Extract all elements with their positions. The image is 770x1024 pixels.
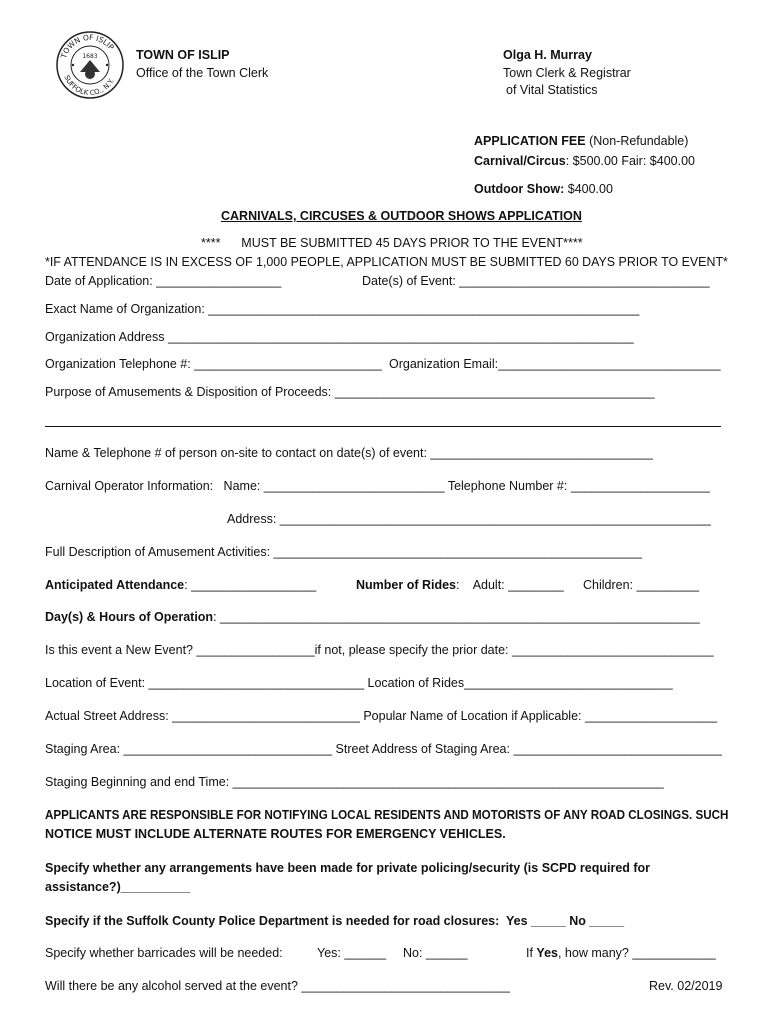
dates-of-event-field[interactable]: Date(s) of Event: ____________________________________ [362,274,710,288]
organization-name-field[interactable]: Exact Name of Organization: ______________________________________________________________ [45,302,640,316]
barricades-label: Specify whether barricades will be needed: [45,946,283,960]
page-title: CARNIVALS, CIRCUSES & OUTDOOR SHOWS APPLICATION [221,209,582,223]
svg-text:1683: 1683 [82,53,98,60]
amusement-description-field[interactable]: Full Description of Amusement Activities: _____________________________________________________ [45,545,643,559]
clerk-name: Olga H. Murray [503,48,592,62]
svg-text:SUFFOLK CO., N.Y.: SUFFOLK CO., N.Y. [62,74,116,98]
scpd-road-closure-field[interactable]: Specify if the Suffolk County Police Department is needed for road closures: Yes _____ No _____ [45,914,625,928]
policing-question: Specify whether any arrangements have been made for private policing/security (is SCPD required for [45,861,651,875]
town-seal-logo [55,30,125,100]
office-name: Office of the Town Clerk [136,66,269,80]
organization-phone-field[interactable]: Organization Telephone #: ___________________________ [45,357,382,371]
barricades-no-field[interactable]: No: ______ [403,946,468,960]
town-name: TOWN OF ISLIP [136,48,230,62]
barricades-yes-field[interactable]: Yes: ______ [317,946,387,960]
hours-of-operation-field[interactable]: Day(s) & Hours of Operation: _____________________________________________________________________ [45,610,700,624]
organization-email-field[interactable]: Organization Email:________________________________ [389,357,721,371]
purpose-field[interactable]: Purpose of Amusements & Disposition of Proceeds: ______________________________________________ [45,385,655,399]
carnival-operator-field[interactable]: Carnival Operator Information: Name: __________________________ Telephone Number #: ____________________ [45,479,710,493]
policing-answer-field[interactable]: assistance?)__________ [45,880,191,894]
onsite-contact-field[interactable]: Name & Telephone # of person on-site to contact on date(s) of event: ________________________________ [45,446,653,460]
anticipated-attendance-field[interactable]: Anticipated Attendance: __________________ [45,578,317,592]
location-field[interactable]: Location of Event: _______________________________ Location of Rides______________________________ [45,676,673,690]
number-of-rides-field[interactable]: Number of Rides: Adult: ________ [356,578,564,592]
road-closure-notice-2: NOTICE MUST INCLUDE ALTERNATE ROUTES FOR EMERGENCY VEHICLES. [45,827,506,841]
svg-text:TOWN OF ISLIP: TOWN OF ISLIP [59,32,116,60]
deadline-notice: **** MUST BE SUBMITTED 45 DAYS PRIOR TO THE EVENT**** [201,236,583,250]
clerk-title-2: of Vital Statistics [506,83,598,97]
date-of-application-field[interactable]: Date of Application: __________________ [45,274,282,288]
children-rides-field[interactable]: Children: _________ [583,578,700,592]
attendance-notice: *IF ATTENDANCE IS IN EXCESS OF 1,000 PEOPLE, APPLICATION MUST BE SUBMITTED 60 DAYS PRIOR TO EVENT* [45,255,728,269]
staging-time-field[interactable]: Staging Beginning and end Time: ______________________________________________________________ [45,775,664,789]
application-fee-heading: APPLICATION FEE (Non-Refundable) [474,134,689,148]
organization-address-field[interactable]: Organization Address ___________________________________________________________________ [45,330,634,344]
staging-area-field[interactable]: Staging Area: ______________________________ Street Address of Staging Area: ______________________________ [45,742,723,756]
new-event-field[interactable]: Is this event a New Event? _________________if not, please specify the prior date: _____________________________ [45,643,714,657]
outdoor-fee: Outdoor Show: $400.00 [474,182,613,196]
carnival-fee: Carnival/Circus: $500.00 Fair: $400.00 [474,154,695,168]
street-address-field[interactable]: Actual Street Address: ___________________________ Popular Name of Location if Applicable: ___________________ [45,709,718,723]
clerk-title: Town Clerk & Registrar [503,66,631,80]
alcohol-field[interactable]: Will there be any alcohol served at the event? ______________________________ [45,979,510,993]
purpose-continuation-line[interactable] [45,426,721,427]
road-closure-notice: APPLICANTS ARE RESPONSIBLE FOR NOTIFYING LOCAL RESIDENTS AND MOTORISTS OF ANY ROAD CLOSINGS. SUCH [45,808,729,822]
barricades-count-field[interactable]: If Yes, how many? ____________ [526,946,716,960]
operator-address-field[interactable]: Address: ______________________________________________________________ [227,512,711,526]
revision-label: Rev. 02/2019 [649,979,723,993]
